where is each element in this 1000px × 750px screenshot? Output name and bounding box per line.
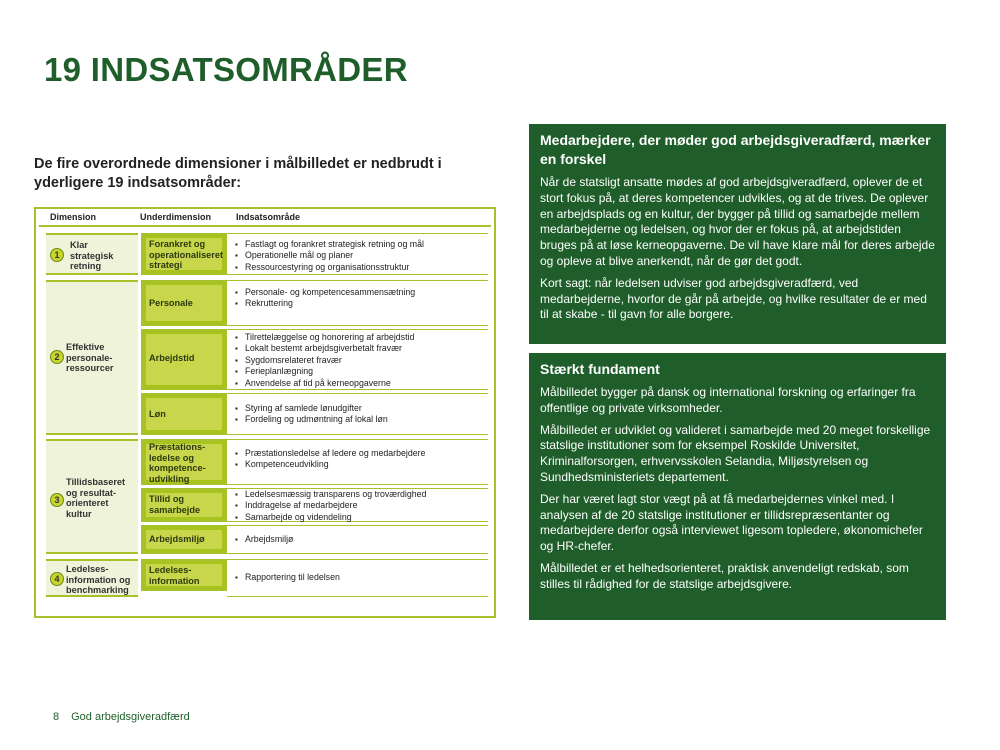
list-item: ▪ Styring af samlede lønudgifter — [235, 403, 484, 414]
bullet-list — [235, 534, 484, 545]
info-box-paragraph: Når de statsligt ansatte mødes af god arbejdsgiveradfærd, oplever de et stort fokus på, at deres kompetencer udvikles, og at de trives. De oplever en arbejdsplads og en kultur, der bygger på tillid og samarbejde mellem medarbejderne og ledelsen, og hvor der er fokus på, at arbejdstiden bruges på at løse kerneopgaverne. De vil have klare mål for deres arbejde og opleve at blive anerkendt, når de gør det godt. — [540, 175, 935, 268]
bullet-list — [235, 448, 484, 471]
subdimension-strategi — [141, 233, 227, 275]
list-item: ▪ Inddragelse af medarbejdere — [235, 500, 484, 511]
list-item: ▪ Samarbejde og videndeling — [235, 512, 484, 523]
page-footer — [53, 711, 202, 723]
dimensions-diagram — [34, 207, 496, 618]
info-box-paragraph: Der har været lagt stor vægt på at få medarbejdernes vinkel med. I analysen af de 20 statslige institutioner er tillidsrepræsentanter og medarbejdere derfor også interviewet ligesom topledere, økonomichefer og HR-chefer. — [540, 491, 923, 554]
bullet-list — [235, 287, 484, 310]
list-item: ▪ Ferieplanlægning — [235, 366, 484, 377]
list-item: ▪ Arbejdsmiljø — [235, 534, 484, 545]
number-badge: 3 — [50, 493, 64, 507]
dimension-4 — [46, 559, 138, 597]
footer-text: God arbejdsgiveradfærd — [71, 711, 190, 723]
subdimension-ledelsesinformation — [141, 559, 227, 591]
number-badge: 1 — [50, 248, 64, 262]
header-divider — [39, 225, 491, 227]
area-arbejdsmiljoe — [227, 525, 488, 554]
info-box-paragraph: Målbilledet er et helhedsorienteret, praktisk anvendeligt redskab, som stilles til rådighed for de statslige arbejdsgivere. — [540, 560, 909, 591]
list-item: ▪ Fordeling og udmøntning af lokal løn — [235, 414, 484, 425]
bullet-list — [235, 489, 484, 523]
info-box-heading: Stærkt fundament — [540, 361, 660, 377]
list-item: ▪ Rapportering til ledelsen — [235, 572, 484, 583]
dimension-label: Tillidsbaseret og resultat-orienteret kultur — [66, 477, 126, 519]
number-badge: 2 — [50, 350, 64, 364]
bullet-list — [235, 332, 484, 389]
list-item: ▪ Rekruttering — [235, 298, 484, 309]
list-item: ▪ Tilrettelæggelse og honorering af arbejdstid — [235, 332, 484, 343]
dimension-label: Klar strategisk retning — [70, 240, 114, 271]
list-item: ▪ Personale- og kompetencesammensætning — [235, 287, 484, 298]
subdimension-label: Præstations-ledelse og kompetence-udvikling — [149, 442, 206, 484]
list-item: ▪ Fastlagt og forankret strategisk retning og mål — [235, 239, 484, 250]
subdimension-label: Tillid og samarbejde — [149, 494, 201, 515]
info-box-paragraph: Målbilledet er udviklet og valideret i samarbejde med 20 meget forskellige statslige institutioner som for eksempel Roskilde Universitet, Kriminalforsorgen, erhvervsskolen Selandia, Miljøstyrelsen og Sundhedsministeriets departement. — [540, 422, 931, 484]
subdimension-label: Personale — [149, 298, 193, 308]
subdimension-arbejdstid — [141, 329, 227, 390]
page-number: 8 — [53, 711, 60, 723]
dimension-label: Ledelses-information og benchmarking — [66, 564, 131, 595]
list-item: ▪ Operationelle mål og planer — [235, 250, 484, 261]
subdimension-arbejdsmiljoe — [141, 525, 227, 554]
number-badge: 4 — [50, 572, 64, 586]
area-personale — [227, 280, 488, 326]
bullet-list — [235, 403, 484, 426]
subdimension-personale — [141, 280, 227, 326]
dimension-label: Effektive personale-ressourcer — [66, 342, 114, 373]
list-item: ▪ Ressourcestyring og organisationsstruktur — [235, 262, 484, 273]
bullet-list — [235, 239, 484, 273]
area-arbejdstid — [227, 329, 488, 390]
intro-text: De fire overordnede dimensioner i målbilledet er nedbrudt i yderligere 19 indsatsområder: — [34, 156, 442, 191]
header-indsatsomraade: Indsatsområde — [236, 212, 301, 222]
dimension-2 — [46, 280, 138, 435]
list-item: ▪ Præstationsledelse af ledere og medarbejdere — [235, 448, 484, 459]
info-box-paragraph: Målbilledet bygger på dansk og international forskning og erfaringer fra offentlige og private virksomheder. — [540, 385, 916, 415]
header-underdimension: Underdimension — [140, 212, 212, 222]
area-strategi — [227, 233, 488, 275]
list-item: ▪ Sygdomsrelateret fravær — [235, 355, 484, 366]
subdimension-tillid — [141, 488, 227, 522]
info-box-medarbejdere — [529, 124, 946, 344]
area-loen — [227, 393, 488, 435]
info-box-fundament — [529, 353, 946, 620]
list-item: ▪ Anvendelse af tid på kerneopgaverne — [235, 378, 484, 389]
header-dimension: Dimension — [50, 212, 97, 222]
info-box-paragraph: Kort sagt: når ledelsen udviser god arbejdsgiveradfærd, ved medarbejderne, hvorfor de går på arbejde, og hvilke resultater de er med til at skabe - til gavn for alle borgere. — [540, 275, 927, 322]
subdimension-label: Arbejdstid — [149, 353, 195, 363]
subdimension-label: Ledelses-information — [149, 565, 200, 586]
subdimension-praestation — [141, 439, 227, 485]
subdimension-loen — [141, 393, 227, 435]
area-tillid — [227, 488, 488, 522]
subdimension-label: Forankret og operationaliseret strategi — [149, 239, 224, 270]
list-item: ▪ Lokalt bestemt arbejdsgiverbetalt fravær — [235, 343, 484, 354]
area-ledelsesinformation — [227, 559, 488, 597]
page-title: 19 INDSATSOMRÅDER — [44, 51, 408, 88]
subdimension-label: Arbejdsmiljø — [149, 534, 205, 544]
dimension-1 — [46, 233, 138, 275]
subdimension-label: Løn — [149, 409, 166, 419]
area-praestation — [227, 439, 488, 485]
list-item: ▪ Ledelsesmæssig transparens og troværdighed — [235, 489, 484, 500]
info-box-heading: Medarbejdere, der møder god arbejdsgiveradfærd, mærker en forskel — [540, 132, 931, 167]
dimension-3 — [46, 439, 138, 554]
list-item: ▪ Kompetenceudvikling — [235, 459, 484, 470]
bullet-list — [235, 572, 484, 583]
